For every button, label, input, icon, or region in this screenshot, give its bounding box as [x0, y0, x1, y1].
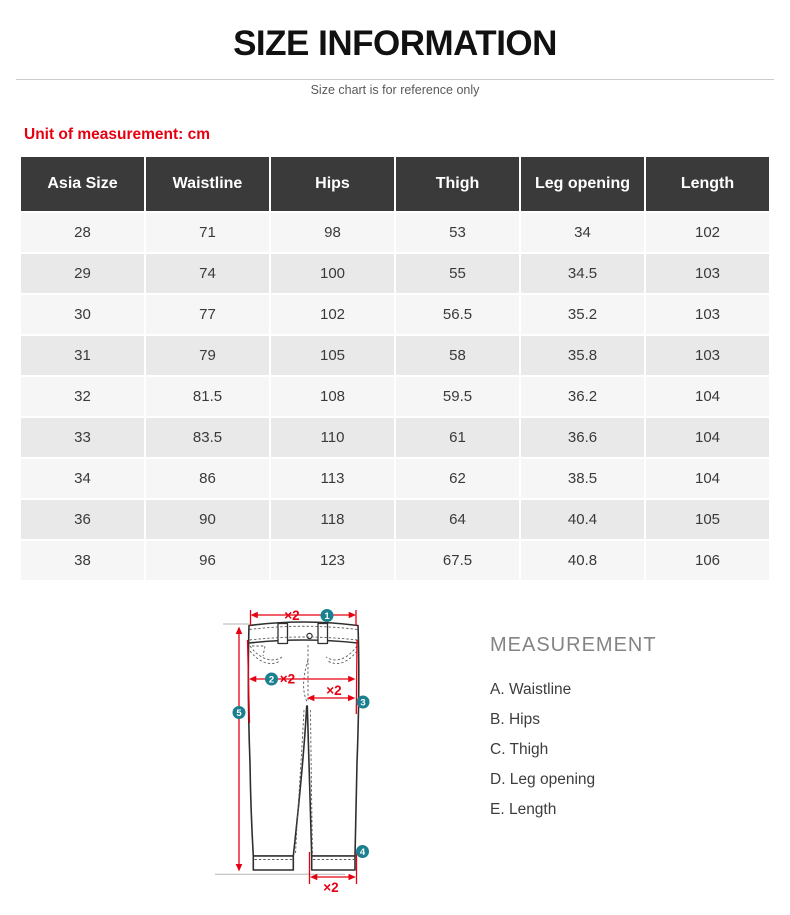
table-cell: 33	[21, 418, 144, 457]
table-row	[21, 459, 769, 498]
measurement-legend-heading: MEASUREMENT	[490, 634, 657, 656]
table-row	[21, 336, 769, 375]
table-cell: 38.5	[521, 459, 644, 498]
table-cell: 36.2	[521, 377, 644, 416]
table-row	[21, 418, 769, 457]
size-table-header-row	[21, 157, 769, 211]
legend-item: E. Length	[490, 801, 557, 818]
table-cell: 64	[396, 500, 519, 539]
table-cell: 36.6	[521, 418, 644, 457]
table-cell: 103	[646, 295, 769, 334]
table-cell: 104	[646, 377, 769, 416]
table-cell: 32	[21, 377, 144, 416]
table-cell: 36	[21, 500, 144, 539]
table-cell: 90	[146, 500, 269, 539]
badge-hips	[265, 673, 278, 686]
legend-item: B. Hips	[490, 711, 540, 728]
badge-leg-opening	[356, 845, 369, 858]
table-cell: 34	[21, 459, 144, 498]
badge-thigh	[357, 696, 370, 709]
measurement-legend-list	[490, 675, 770, 825]
table-row	[21, 541, 769, 580]
table-cell: 71	[146, 213, 269, 252]
table-cell: 123	[271, 541, 394, 580]
table-cell: 113	[271, 459, 394, 498]
badge-length	[233, 706, 246, 719]
table-cell: 104	[646, 418, 769, 457]
table-cell: 77	[146, 295, 269, 334]
table-cell: 108	[271, 377, 394, 416]
table-cell: 58	[396, 336, 519, 375]
column-header: Asia Size	[21, 157, 144, 211]
table-row	[21, 500, 769, 539]
size-table-body	[21, 213, 769, 580]
table-cell: 81.5	[146, 377, 269, 416]
table-cell: 31	[21, 336, 144, 375]
column-header: Waistline	[146, 157, 269, 211]
table-cell: 79	[146, 336, 269, 375]
size-table	[19, 155, 771, 582]
table-cell: 110	[271, 418, 394, 457]
table-cell: 96	[146, 541, 269, 580]
table-cell: 29	[21, 254, 144, 293]
table-cell: 35.2	[521, 295, 644, 334]
table-cell: 55	[396, 254, 519, 293]
column-header: Length	[646, 157, 769, 211]
table-cell: 102	[271, 295, 394, 334]
table-cell: 67.5	[396, 541, 519, 580]
table-cell: 30	[21, 295, 144, 334]
pants-outline	[248, 622, 358, 870]
legend-item: D. Leg opening	[490, 771, 596, 788]
badge-waist	[321, 609, 334, 622]
table-cell: 105	[271, 336, 394, 375]
leg-opening-multiplier-label: ×2	[323, 880, 339, 895]
measurement-legend	[490, 634, 770, 825]
svg-text:1: 1	[324, 611, 330, 622]
table-cell: 103	[646, 336, 769, 375]
table-cell: 74	[146, 254, 269, 293]
page-subtitle: Size chart is for reference only	[310, 83, 480, 97]
table-cell: 104	[646, 459, 769, 498]
table-cell: 100	[271, 254, 394, 293]
table-cell: 61	[396, 418, 519, 457]
table-row	[21, 213, 769, 252]
legend-item: A. Waistline	[490, 681, 572, 698]
table-cell: 38	[21, 541, 144, 580]
column-header: Hips	[271, 157, 394, 211]
table-cell: 40.4	[521, 500, 644, 539]
table-cell: 86	[146, 459, 269, 498]
hips-multiplier-label: ×2	[279, 671, 296, 687]
column-header: Thigh	[396, 157, 519, 211]
table-cell: 118	[271, 500, 394, 539]
table-cell: 98	[271, 213, 394, 252]
table-cell: 59.5	[396, 377, 519, 416]
divider-line	[16, 79, 774, 80]
table-cell: 28	[21, 213, 144, 252]
table-cell: 53	[396, 213, 519, 252]
column-header: Leg opening	[521, 157, 644, 211]
svg-text:2: 2	[268, 674, 275, 686]
table-cell: 83.5	[146, 418, 269, 457]
table-row	[21, 377, 769, 416]
table-cell: 106	[646, 541, 769, 580]
table-cell: 56.5	[396, 295, 519, 334]
pants-measurement-diagram	[185, 598, 485, 908]
table-cell: 103	[646, 254, 769, 293]
table-cell: 34.5	[521, 254, 644, 293]
svg-text:4: 4	[359, 847, 366, 858]
table-cell: 40.8	[521, 541, 644, 580]
waist-multiplier-label: ×2	[284, 608, 300, 623]
svg-text:3: 3	[360, 697, 366, 709]
table-row	[21, 254, 769, 293]
table-cell: 105	[646, 500, 769, 539]
table-cell: 35.8	[521, 336, 644, 375]
unit-note: Unit of measurement: cm	[24, 126, 211, 143]
thigh-multiplier-label: ×2	[326, 683, 342, 698]
table-cell: 102	[646, 213, 769, 252]
svg-text:5: 5	[236, 708, 242, 719]
table-row	[21, 295, 769, 334]
legend-item: C. Thigh	[490, 741, 549, 758]
page-title: SIZE INFORMATION	[233, 24, 557, 63]
table-cell: 34	[521, 213, 644, 252]
table-cell: 62	[396, 459, 519, 498]
